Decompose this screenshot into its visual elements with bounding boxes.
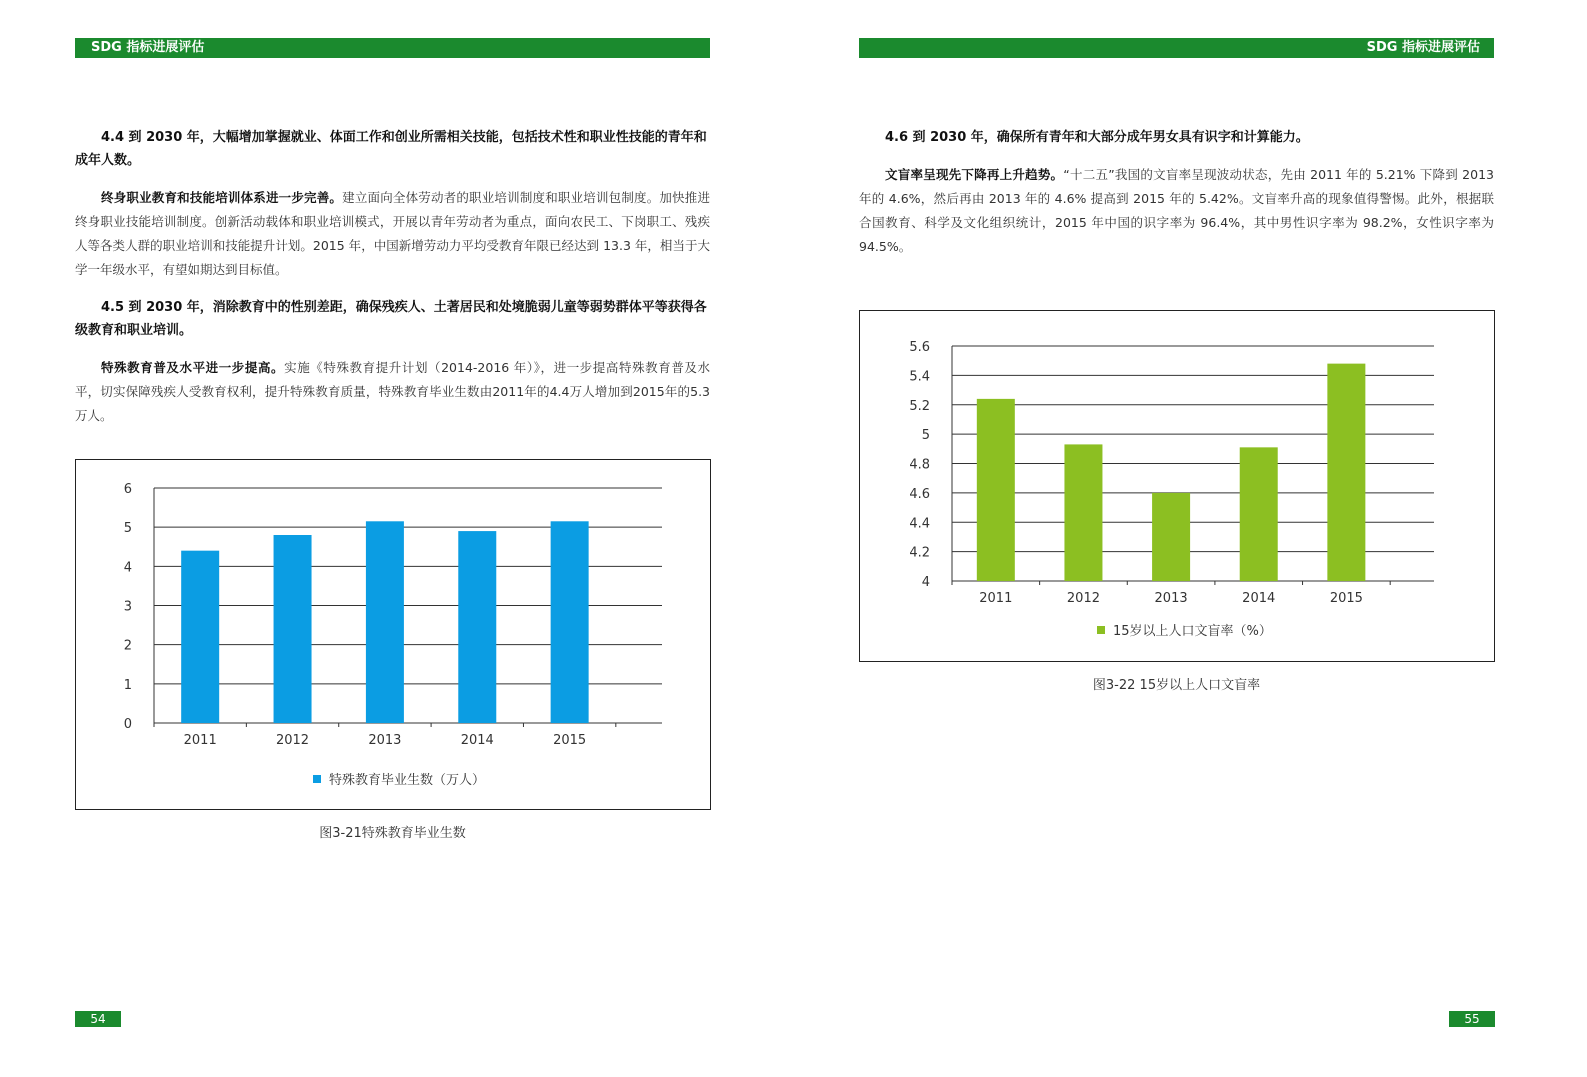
x-tick-label: 2012 [275,733,310,748]
paragraph-lead: 终身职业教育和技能培训体系进一步完善。 [101,190,343,205]
y-tick-label: 5 [123,521,132,537]
header-title-left: SDG 指标进展评估 [91,40,205,55]
section-heading-4-5: 4.5 到 2030 年，消除教育中的性别差距，确保残疾人、土著居民和处境脆弱儿童等弱势群体平等获得各级教育和职业培训。 [75,300,707,338]
chart-special-education-graduates [75,459,711,810]
y-tick-label: 4.6 [909,486,930,502]
figure-caption-3-22: 图3-22 15岁以上人口文盲率 [1092,678,1261,693]
right-content [859,126,1494,273]
section-heading-4-6: 4.6 到 2030 年，确保所有青年和大部分成年男女具有识字和计算能力。 [885,130,1309,145]
page-number-right: 55 [1449,1011,1495,1027]
x-tick-label: 2015 [1329,591,1363,606]
bar-2013 [366,521,404,723]
bar-2013 [1152,493,1190,581]
left-content [75,126,710,442]
figure-caption-3-21: 图3-21特殊教育毕业生数 [319,826,466,841]
x-tick-label: 2014 [460,733,494,748]
y-tick-label: 2 [123,638,132,654]
paragraph-body: “十二五”我国的文盲率呈现波动状态，先由 2011 年的 5.21% 下降到 2013 年的 4.6%，然后再由 2013 年的 4.6% 提高到 2015 年的 5.42%。文盲率升高的现象值得警惕。此外，根据联合国教育、科学及文化组织统计，2015 年中国的识字率为 96.4%，其中男性识字率为 98.2%，女性识字率为 94.5%。 [859,167,1494,254]
header-bar-right [859,38,1494,58]
y-tick-label: 1 [123,677,132,693]
left-page [0,0,793,1077]
y-tick-label: 4 [921,575,930,590]
y-tick-label: 4.4 [909,516,930,532]
x-tick-label: 2013 [368,733,402,748]
paragraph-vocational-training [75,186,710,282]
bar-2011 [181,551,219,723]
bar-2015 [551,521,589,723]
paragraph-special-education [75,356,710,428]
legend-label: 特殊教育毕业生数（万人） [329,773,486,788]
y-tick-label: 4.8 [909,457,930,473]
bar-2014 [458,531,496,723]
x-tick-label: 2015 [553,733,587,748]
y-tick-label: 5.6 [909,340,930,355]
bar-2012 [274,535,312,723]
x-tick-label: 2012 [1066,591,1101,606]
paragraph-lead: 特殊教育普及水平进一步提高。 [101,360,285,375]
paragraph-illiteracy-rate [859,163,1494,259]
legend-swatch [1097,626,1105,634]
chart-svg-illiteracy [860,311,1494,661]
x-tick-label: 2011 [183,733,217,748]
bar-2014 [1240,447,1278,581]
y-tick-label: 6 [123,482,132,497]
bar-2015 [1327,364,1365,581]
page-number-left: 54 [75,1011,121,1027]
y-tick-label: 4 [123,560,132,576]
y-tick-label: 5.2 [909,398,930,414]
y-tick-label: 5.4 [909,369,930,385]
x-tick-label: 2011 [979,591,1013,606]
y-tick-label: 3 [123,599,132,615]
legend-label: 15岁以上人口文盲率（%） [1113,624,1272,639]
legend-swatch [313,775,321,783]
right-page [793,0,1587,1077]
x-tick-label: 2014 [1242,591,1276,606]
bar-2011 [977,399,1015,581]
paragraph-body: 建立面向全体劳动者的职业培训制度和职业培训包制度。加快推进终身职业技能培训制度。创新活动载体和职业培训模式，开展以青年劳动者为重点，面向农民工、下岗职工、残疾人等各类人群的职业培训和技能提升计划。2015 年，中国新增劳动力平均受教育年限已经达到 13.3 年，相当于大学一年级水平，有望如期达到目标值。 [75,190,710,277]
paragraph-lead: 文盲率呈现先下降再上升趋势。 [885,167,1064,182]
y-tick-label: 0 [123,717,132,732]
x-tick-label: 2013 [1154,591,1188,606]
chart-illiteracy-rate [859,310,1495,662]
y-tick-label: 5 [921,428,930,444]
y-tick-label: 4.2 [909,545,930,561]
paragraph-body: 实施《特殊教育提升计划（2014-2016 年）》，进一步提高特殊教育普及水平，切实保障残疾人受教育权利，提升特殊教育质量，特殊教育毕业生数由2011年的4.4万人增加到2015年的5.3万人。 [75,360,710,423]
chart-svg-graduates [76,460,710,809]
bar-2012 [1064,444,1102,581]
header-title-right: SDG 指标进展评估 [1366,40,1480,55]
header-bar-left [75,38,710,58]
section-heading-4-4: 4.4 到 2030 年，大幅增加掌握就业、体面工作和创业所需相关技能，包括技术性和职业性技能的青年和成年人数。 [75,130,707,168]
